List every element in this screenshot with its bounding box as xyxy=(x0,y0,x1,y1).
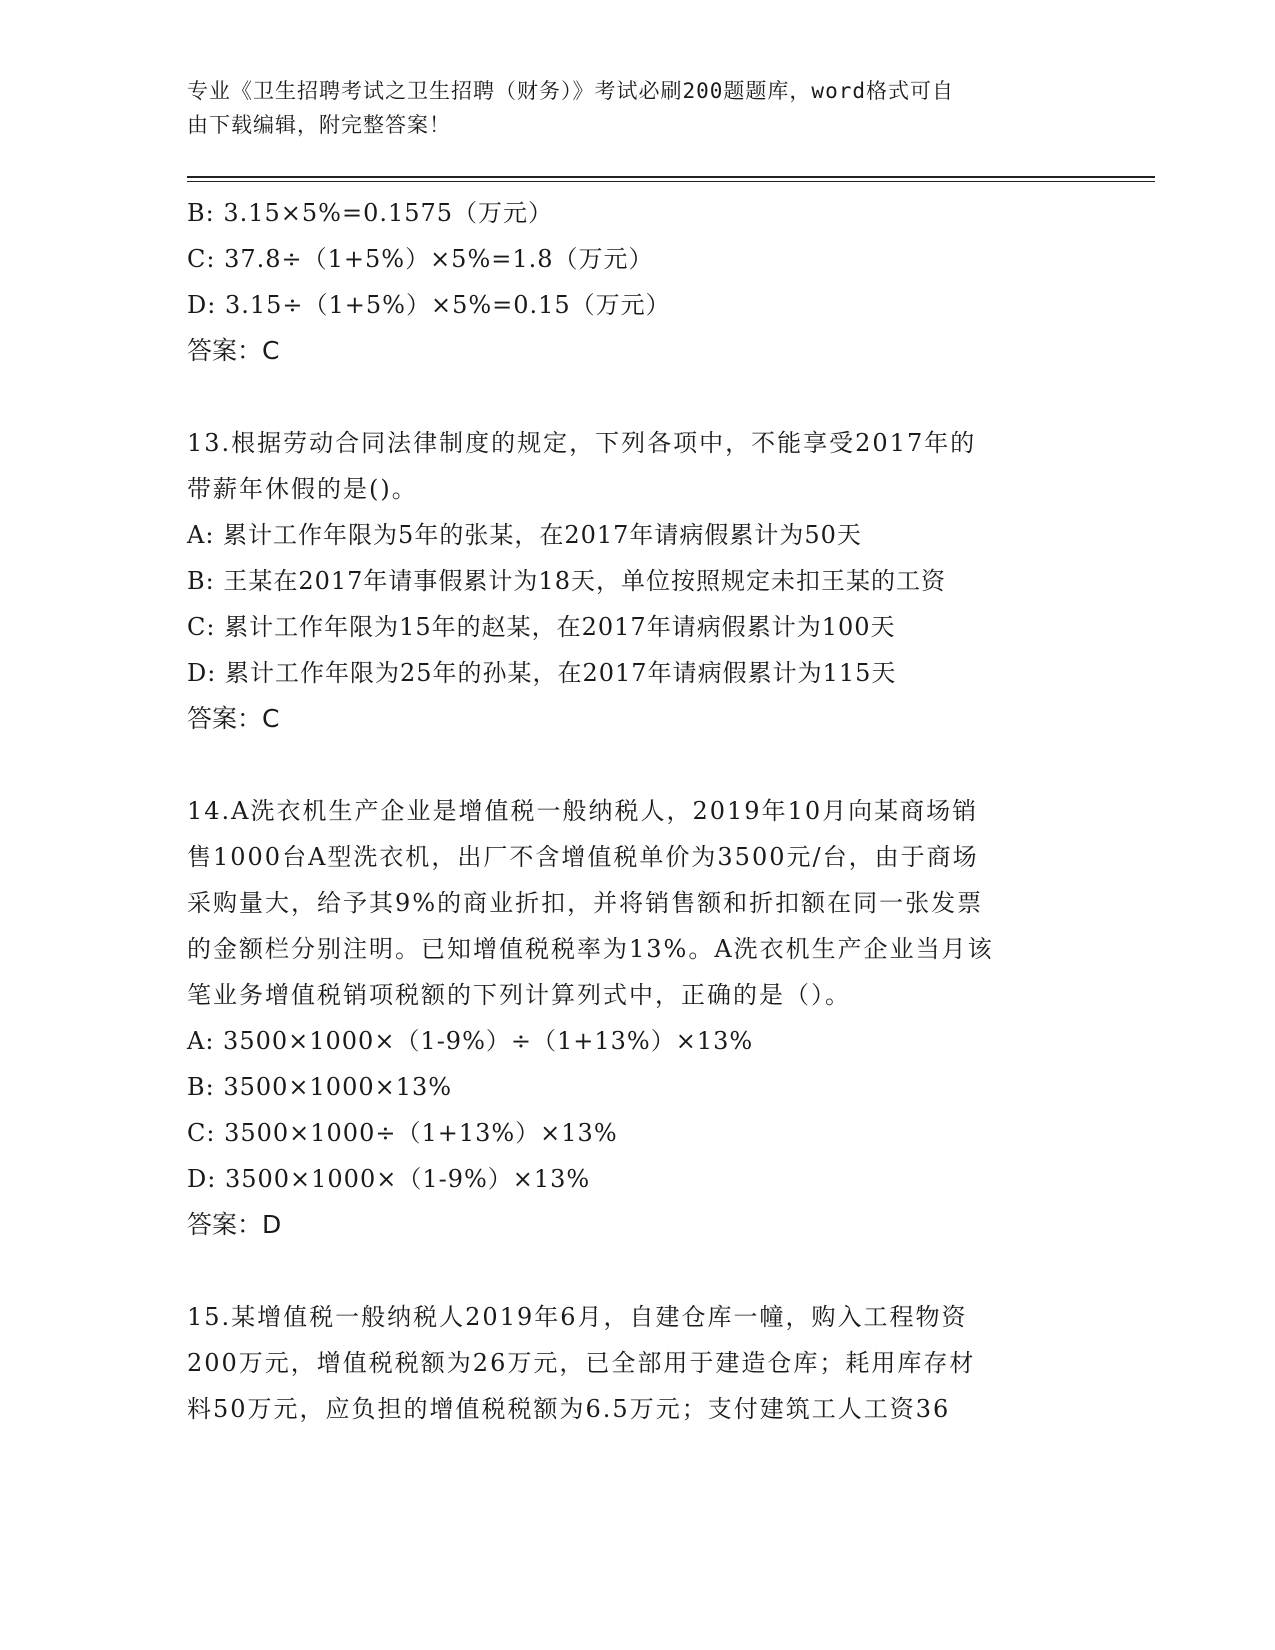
header-divider-thin xyxy=(187,181,1155,182)
question-13 xyxy=(187,420,1087,742)
option-b: B: 3500×1000×13% xyxy=(187,1073,453,1101)
option-c: C: 37.8÷（1+5%）×5%=1.8（万元） xyxy=(187,245,654,273)
question-15 xyxy=(187,1294,1087,1432)
document-body xyxy=(187,190,1087,1432)
spacer xyxy=(187,742,1087,788)
option-c: C: 累计工作年限为15年的赵某，在2017年请病假累计为100天 xyxy=(187,613,896,641)
question-line: 的金额栏分别注明。已知增值税税率为13%。A洗衣机生产企业当月该 xyxy=(187,935,994,963)
option-b: B: 3.15×5%=0.1575（万元） xyxy=(187,199,554,227)
document-header xyxy=(187,74,1087,142)
question-text xyxy=(187,420,1087,512)
option-c: C: 3500×1000÷（1+13%）×13% xyxy=(187,1119,618,1147)
option-b: B: 王某在2017年请事假累计为18天，单位按照规定未扣王某的工资 xyxy=(187,567,946,595)
answer-line: 答案：C xyxy=(187,704,280,733)
spacer xyxy=(187,374,1087,420)
option-a: A: 累计工作年限为5年的张某，在2017年请病假累计为50天 xyxy=(187,521,862,549)
question-text xyxy=(187,1294,1087,1432)
answer-line: 答案：C xyxy=(187,336,280,365)
question-12 xyxy=(187,190,1087,374)
header-line-2: 由下载编辑，附完整答案！ xyxy=(187,113,451,137)
option-a: A: 3500×1000×（1-9%）÷（1+13%）×13% xyxy=(187,1027,754,1055)
question-14 xyxy=(187,788,1087,1248)
header-line-1: 专业《卫生招聘考试之卫生招聘（财务）》考试必刷200题题库，word格式可自 xyxy=(187,79,954,103)
header-divider-thick xyxy=(187,176,1155,178)
question-line: 料50万元，应负担的增值税税额为6.5万元；支付建筑工人工资36 xyxy=(187,1395,951,1423)
question-line: 笔业务增值税销项税额的下列计算列式中，正确的是（）。 xyxy=(187,981,851,1009)
question-line: 带薪年休假的是()。 xyxy=(187,475,418,503)
question-line: 13.根据劳动合同法律制度的规定，下列各项中，不能享受2017年的 xyxy=(187,429,977,457)
question-line: 采购量大，给予其9%的商业折扣，并将销售额和折扣额在同一张发票 xyxy=(187,889,984,917)
option-d: D: 3500×1000×（1-9%）×13% xyxy=(187,1165,591,1193)
answer-line: 答案：D xyxy=(187,1210,282,1239)
question-text xyxy=(187,788,1087,1018)
question-line: 14.A洗衣机生产企业是增值税一般纳税人，2019年10月向某商场销 xyxy=(187,797,979,825)
question-line: 售1000台A型洗衣机，出厂不含增值税单价为3500元/台，由于商场 xyxy=(187,843,979,871)
question-line: 200万元，增值税税额为26万元，已全部用于建造仓库；耗用库存材 xyxy=(187,1349,976,1377)
option-d: D: 累计工作年限为25年的孙某，在2017年请病假累计为115天 xyxy=(187,659,897,687)
question-line: 15.某增值税一般纳税人2019年6月，自建仓库一幢，购入工程物资 xyxy=(187,1303,968,1331)
spacer xyxy=(187,1248,1087,1294)
option-d: D: 3.15÷（1+5%）×5%=0.15（万元） xyxy=(187,291,671,319)
